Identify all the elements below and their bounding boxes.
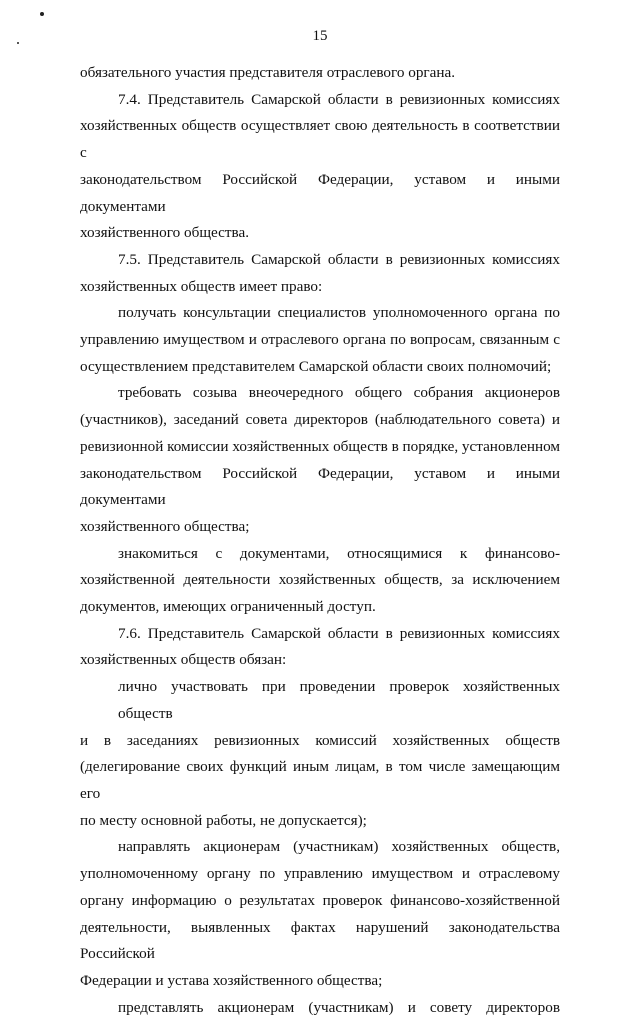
paragraph bbox=[80, 834, 560, 994]
paragraph bbox=[80, 380, 560, 540]
text-line: получать консультации специалистов уполномоченного органа по bbox=[118, 304, 560, 322]
text-line: (делегирование своих функций иным лицам, в том числе замещающим его bbox=[80, 758, 560, 802]
document-body bbox=[80, 60, 560, 1021]
page-number: 15 bbox=[312, 28, 328, 44]
text-line: хозяйственного общества; bbox=[80, 517, 250, 535]
text-line: хозяйственных обществ осуществляет свою деятельность в соответствии с bbox=[80, 117, 560, 162]
paragraph bbox=[80, 247, 560, 300]
text-line: хозяйственного общества. bbox=[80, 224, 250, 242]
paragraph bbox=[80, 541, 560, 621]
text-line: законодательством Российской Федерации, уставом и иными документами bbox=[80, 464, 560, 509]
scan-speck bbox=[40, 12, 44, 16]
text-line: по месту основной работы, не допускается); bbox=[80, 811, 367, 829]
text-line: хозяйственной деятельности хозяйственных обществ, за исключением bbox=[80, 571, 560, 589]
text-line: осуществлением представителем Самарской области своих полномочий; bbox=[80, 357, 552, 375]
text-line: хозяйственных обществ имеет право: bbox=[80, 277, 323, 295]
text-line: документов, имеющих ограниченный доступ. bbox=[80, 598, 376, 616]
text-line: органу информацию о результатах проверок финансово-хозяйственной bbox=[80, 891, 560, 909]
text-line: уполномоченному органу по управлению имуществом и отраслевому bbox=[80, 865, 560, 883]
text-line: управлению имуществом и отраслевого органа по вопросам, связанным с bbox=[80, 331, 560, 349]
paragraph bbox=[80, 87, 560, 247]
text-line: (участников), заседаний совета директоров (наблюдательного совета) и bbox=[80, 411, 560, 429]
text-line: знакомиться с документами, относящимися к финансово- bbox=[118, 544, 560, 562]
text-line: представлять акционерам (участникам) и совету директоров bbox=[118, 998, 560, 1016]
paragraph bbox=[80, 674, 560, 834]
text-line: обязательного участия представителя отраслевого органа. bbox=[80, 64, 456, 81]
paragraph bbox=[80, 300, 560, 380]
text-line: ревизионной комиссии хозяйственных обществ в порядке, установленном bbox=[80, 437, 560, 455]
text-line: требовать созыва внеочередного общего собрания акционеров bbox=[118, 384, 560, 402]
text-line: 7.4. Представитель Самарской области в ревизионных комиссиях bbox=[118, 90, 560, 108]
text-line: 7.5. Представитель Самарской области в ревизионных комиссиях bbox=[118, 250, 560, 268]
paragraph bbox=[80, 995, 560, 1021]
text-line: 7.6. Представитель Самарской области в ревизионных комиссиях bbox=[118, 624, 560, 642]
paragraph bbox=[80, 60, 560, 87]
text-line: и в заседаниях ревизионных комиссий хозяйственных обществ bbox=[80, 731, 560, 749]
text-line: направлять акционерам (участникам) хозяйственных обществ, bbox=[118, 838, 560, 856]
text-line: лично участвовать при проведении проверок хозяйственных обществ bbox=[118, 678, 560, 722]
text-line: хозяйственных обществ обязан: bbox=[80, 651, 287, 669]
text-line: деятельности, выявленных фактах нарушений законодательства Российской bbox=[80, 918, 560, 963]
paragraph bbox=[80, 621, 560, 674]
text-line: Федерации и устава хозяйственного общества; bbox=[80, 971, 383, 989]
text-line: законодательством Российской Федерации, уставом и иными документами bbox=[80, 170, 560, 215]
